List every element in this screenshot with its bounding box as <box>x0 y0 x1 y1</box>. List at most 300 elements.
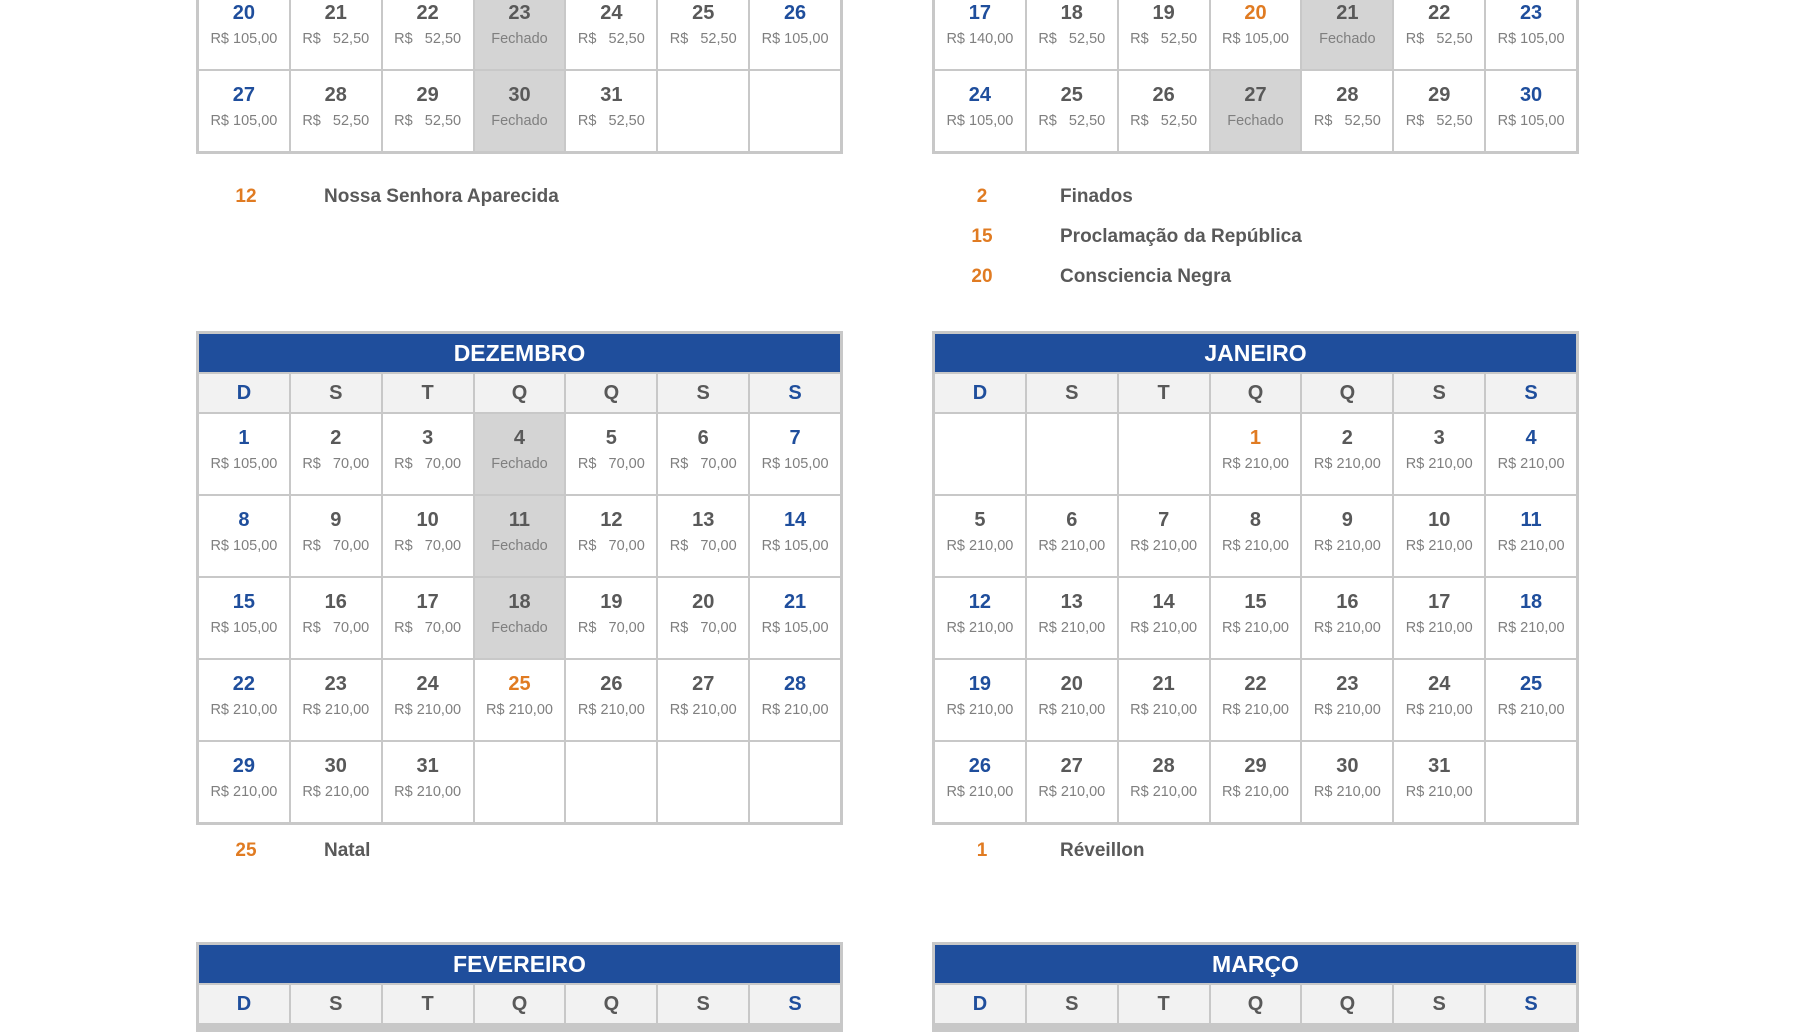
day-price: R$ 70,00 <box>669 620 737 636</box>
day-price: R$ 52,50 <box>577 113 645 129</box>
day-price: R$ 210,00 <box>1222 702 1289 718</box>
day-price: R$ 210,00 <box>1313 620 1381 636</box>
day-cell <box>1486 578 1576 658</box>
weekday-header: S <box>658 374 748 412</box>
day-number: 24 <box>968 84 992 106</box>
weekday-header: T <box>1119 985 1209 1023</box>
day-cell <box>1027 71 1117 151</box>
day-number: 26 <box>600 673 623 695</box>
day-price: R$ 210,00 <box>669 702 737 718</box>
holiday-day: 25 <box>235 840 257 861</box>
day-number: 28 <box>324 84 347 106</box>
day-number: 30 <box>508 84 531 106</box>
calendar-dezembro <box>196 331 843 825</box>
weekday-header: S <box>1486 374 1576 412</box>
day-cell <box>1394 496 1484 576</box>
day-number: 3 <box>422 427 434 449</box>
day-cell <box>291 71 381 151</box>
day-price: R$ 52,50 <box>1405 31 1473 47</box>
day-number: 7 <box>789 427 801 449</box>
month-title: FEVEREIRO <box>199 945 840 983</box>
day-number: 8 <box>238 509 250 531</box>
day-cell <box>750 496 840 576</box>
day-price: R$ 70,00 <box>302 538 370 554</box>
weekday-header: S <box>1027 374 1117 412</box>
weekday-header: Q <box>1302 985 1392 1023</box>
day-price: R$ 105,00 <box>761 620 829 636</box>
day-number: 13 <box>692 509 715 531</box>
day-number: 24 <box>416 673 439 695</box>
holiday-entry <box>962 840 1562 864</box>
calendar-janeiro <box>932 331 1579 825</box>
empty-day-cell <box>1119 414 1209 494</box>
day-number: 20 <box>1060 673 1083 695</box>
closed-label: Fechado <box>1227 113 1284 129</box>
day-cell <box>1486 0 1576 69</box>
day-price: R$ 210,00 <box>1313 456 1381 472</box>
day-number: 14 <box>1152 591 1175 613</box>
day-cell <box>566 414 656 494</box>
holiday-name: Natal <box>324 840 371 861</box>
day-cell <box>750 414 840 494</box>
day-number: 14 <box>783 509 807 531</box>
day-cell <box>1302 496 1392 576</box>
day-cell <box>1027 0 1117 69</box>
day-cell <box>1394 414 1484 494</box>
day-price: R$ 52,50 <box>302 113 370 129</box>
day-number: 23 <box>324 673 347 695</box>
calendar-grid-novembro <box>935 0 1576 151</box>
day-number: 24 <box>1428 673 1451 695</box>
day-number: 31 <box>1428 755 1451 777</box>
day-cell <box>1211 414 1301 494</box>
day-number: 5 <box>605 427 617 449</box>
day-cell <box>750 0 840 69</box>
day-price: R$ 70,00 <box>577 620 645 636</box>
day-number: 20 <box>692 591 715 613</box>
day-cell <box>383 71 473 151</box>
calendar-grid-janeiro <box>935 374 1576 822</box>
day-price: R$ 52,50 <box>669 31 737 47</box>
day-price: R$ 210,00 <box>1497 538 1565 554</box>
day-cell <box>1119 578 1209 658</box>
day-cell <box>199 414 289 494</box>
day-price: R$ 210,00 <box>946 702 1014 718</box>
empty-day-cell <box>750 71 840 151</box>
day-price: R$ 210,00 <box>210 784 278 800</box>
day-number: 10 <box>1428 509 1451 531</box>
month-title: MARÇO <box>935 945 1576 983</box>
day-number: 22 <box>1428 2 1451 24</box>
weekday-header: T <box>1119 374 1209 412</box>
day-number: 4 <box>1525 427 1537 449</box>
holiday-name: Proclamação da República <box>1060 226 1302 247</box>
day-cell <box>383 414 473 494</box>
day-cell <box>199 578 289 658</box>
day-number: 27 <box>692 673 715 695</box>
day-number: 22 <box>232 673 256 695</box>
day-cell <box>1302 71 1392 151</box>
day-number: 15 <box>232 591 256 613</box>
weekday-header: Q <box>1211 374 1301 412</box>
day-number: 20 <box>232 2 256 24</box>
day-cell <box>1302 414 1392 494</box>
day-price: R$ 210,00 <box>1130 784 1198 800</box>
day-number: 27 <box>232 84 256 106</box>
day-price: R$ 70,00 <box>577 456 645 472</box>
day-number: 19 <box>968 673 992 695</box>
weekday-header: T <box>383 374 473 412</box>
day-price: R$ 105,00 <box>761 456 829 472</box>
day-number: 18 <box>1060 2 1083 24</box>
holiday-day: 1 <box>976 840 988 861</box>
day-price: R$ 105,00 <box>1497 113 1565 129</box>
day-number: 23 <box>508 2 531 24</box>
holiday-day: 12 <box>235 186 257 207</box>
day-number: 28 <box>1336 84 1359 106</box>
day-number: 9 <box>1341 509 1353 531</box>
day-cell <box>566 0 656 69</box>
day-number: 19 <box>600 591 623 613</box>
day-cell <box>1027 496 1117 576</box>
empty-day-cell <box>935 414 1025 494</box>
empty-day-cell <box>475 742 565 822</box>
day-price: R$ 70,00 <box>669 538 737 554</box>
weekday-header: S <box>750 985 840 1023</box>
day-cell <box>1302 660 1392 740</box>
calendar-grid-outubro <box>199 0 840 151</box>
day-number: 8 <box>1249 509 1262 531</box>
holiday-day: 15 <box>971 226 993 247</box>
day-cell <box>199 71 289 151</box>
day-number: 25 <box>1060 84 1083 106</box>
day-cell <box>658 496 748 576</box>
day-number: 26 <box>968 755 992 777</box>
day-cell <box>935 0 1025 69</box>
day-cell <box>383 578 473 658</box>
day-number: 12 <box>968 591 992 613</box>
day-price: R$ 140,00 <box>946 31 1014 47</box>
day-number: 11 <box>508 509 531 531</box>
day-number: 17 <box>416 591 439 613</box>
day-cell <box>1211 496 1301 576</box>
day-number: 26 <box>1152 84 1175 106</box>
holiday-name: Finados <box>1060 186 1133 207</box>
empty-day-cell <box>1486 742 1576 822</box>
day-cell <box>291 660 381 740</box>
day-price: R$ 210,00 <box>1222 538 1289 554</box>
day-price: R$ 210,00 <box>1405 620 1473 636</box>
day-cell <box>383 0 473 69</box>
day-cell <box>566 660 656 740</box>
day-number: 7 <box>1158 509 1170 531</box>
day-cell <box>935 742 1025 822</box>
day-price: R$ 210,00 <box>1038 538 1106 554</box>
weekday-header: D <box>199 985 289 1023</box>
closed-label: Fechado <box>1319 31 1376 47</box>
weekday-header-row <box>935 985 1576 1023</box>
day-cell <box>935 578 1025 658</box>
day-cell <box>1119 742 1209 822</box>
day-price: R$ 210,00 <box>1405 456 1473 472</box>
day-price: R$ 210,00 <box>1038 784 1106 800</box>
closed-day-cell <box>475 578 565 658</box>
day-number: 25 <box>692 2 715 24</box>
day-price: R$ 210,00 <box>1497 456 1565 472</box>
day-price: R$ 70,00 <box>302 456 370 472</box>
day-cell <box>1211 742 1301 822</box>
day-number: 17 <box>968 2 992 24</box>
day-price: R$ 52,50 <box>1313 113 1381 129</box>
calendar-fevereiro <box>196 942 843 1032</box>
day-price: R$ 105,00 <box>1222 31 1289 47</box>
month-title: JANEIRO <box>935 334 1576 372</box>
day-price: R$ 210,00 <box>1497 702 1565 718</box>
day-price: R$ 210,00 <box>1130 702 1198 718</box>
day-number: 30 <box>324 755 347 777</box>
closed-label: Fechado <box>491 620 548 636</box>
day-price: R$ 70,00 <box>394 456 462 472</box>
day-price: R$ 52,50 <box>1405 113 1473 129</box>
day-cell <box>1211 578 1301 658</box>
day-cell <box>658 660 748 740</box>
day-price: R$ 210,00 <box>946 538 1014 554</box>
day-number: 4 <box>513 427 526 449</box>
closed-label: Fechado <box>491 113 548 129</box>
month-title: DEZEMBRO <box>199 334 840 372</box>
day-cell <box>475 660 565 740</box>
weekday-header: Q <box>1302 374 1392 412</box>
weekday-header: Q <box>566 985 656 1023</box>
weekday-header: S <box>291 985 381 1023</box>
day-number: 29 <box>1428 84 1451 106</box>
day-cell <box>291 496 381 576</box>
day-cell <box>1027 660 1117 740</box>
day-number: 29 <box>416 84 439 106</box>
day-number: 22 <box>1244 673 1267 695</box>
day-price: R$ 105,00 <box>761 31 829 47</box>
day-price: R$ 105,00 <box>210 538 278 554</box>
day-price: R$ 210,00 <box>1313 538 1381 554</box>
day-number: 26 <box>783 2 807 24</box>
holiday-day: 2 <box>976 186 988 207</box>
day-number: 24 <box>600 2 623 24</box>
day-cell <box>1119 71 1209 151</box>
day-number: 15 <box>1244 591 1267 613</box>
day-price: R$ 105,00 <box>210 113 278 129</box>
day-number: 16 <box>1336 591 1359 613</box>
day-price: R$ 210,00 <box>1130 538 1198 554</box>
day-price: R$ 210,00 <box>1222 456 1289 472</box>
day-price: R$ 105,00 <box>210 456 278 472</box>
day-price: R$ 52,50 <box>577 31 645 47</box>
day-number: 9 <box>330 509 342 531</box>
holiday-name: Réveillon <box>1060 840 1145 861</box>
closed-day-cell <box>1302 0 1392 69</box>
day-number: 6 <box>697 427 709 449</box>
day-price: R$ 210,00 <box>1313 784 1381 800</box>
day-price: R$ 210,00 <box>210 702 278 718</box>
day-number: 27 <box>1060 755 1083 777</box>
day-cell <box>383 496 473 576</box>
weekday-header: S <box>1394 374 1484 412</box>
day-price: R$ 210,00 <box>1497 620 1565 636</box>
day-number: 23 <box>1519 2 1543 24</box>
day-cell <box>935 71 1025 151</box>
closed-label: Fechado <box>491 538 548 554</box>
day-cell <box>1394 578 1484 658</box>
day-price: R$ 210,00 <box>486 702 553 718</box>
day-number: 2 <box>330 427 342 449</box>
closed-day-cell <box>475 496 565 576</box>
weekday-header: S <box>1027 985 1117 1023</box>
holiday-entry <box>962 266 1562 290</box>
weekday-header: D <box>935 374 1025 412</box>
day-price: R$ 210,00 <box>302 702 370 718</box>
day-price: R$ 105,00 <box>1497 31 1565 47</box>
day-number: 30 <box>1336 755 1359 777</box>
day-cell <box>199 0 289 69</box>
day-number: 29 <box>232 755 256 777</box>
empty-day-cell <box>750 742 840 822</box>
weekday-header: Q <box>475 985 565 1023</box>
day-number: 2 <box>1341 427 1353 449</box>
day-number: 28 <box>783 673 807 695</box>
day-cell <box>1486 660 1576 740</box>
day-number: 31 <box>416 755 439 777</box>
weekday-header-row <box>199 985 840 1023</box>
calendar-novembro <box>932 0 1579 154</box>
day-cell <box>750 660 840 740</box>
calendar-marco <box>932 942 1579 1032</box>
day-cell <box>1027 742 1117 822</box>
day-number: 21 <box>1152 673 1175 695</box>
day-price: R$ 210,00 <box>761 702 829 718</box>
day-cell <box>1394 0 1484 69</box>
holiday-day: 20 <box>971 266 993 287</box>
day-cell <box>566 578 656 658</box>
closed-day-cell <box>475 71 565 151</box>
day-cell <box>658 414 748 494</box>
day-number: 19 <box>1152 2 1175 24</box>
day-price: R$ 210,00 <box>302 784 370 800</box>
day-number: 10 <box>416 509 439 531</box>
weekday-header: D <box>199 374 289 412</box>
weekday-header: S <box>750 374 840 412</box>
day-cell <box>1119 496 1209 576</box>
day-cell <box>199 660 289 740</box>
day-cell <box>1394 742 1484 822</box>
holiday-entry <box>962 226 1562 250</box>
day-number: 23 <box>1336 673 1359 695</box>
empty-day-cell <box>658 71 748 151</box>
day-cell <box>199 496 289 576</box>
holiday-entry <box>226 840 826 864</box>
day-price: R$ 52,50 <box>394 31 462 47</box>
day-number: 29 <box>1244 755 1267 777</box>
closed-day-cell <box>475 414 565 494</box>
day-cell <box>935 660 1025 740</box>
day-number: 3 <box>1433 427 1445 449</box>
day-number: 18 <box>1519 591 1543 613</box>
weekday-header: S <box>1486 985 1576 1023</box>
day-number: 1 <box>238 427 250 449</box>
day-number: 1 <box>1249 427 1262 449</box>
day-number: 25 <box>1519 673 1543 695</box>
day-number: 21 <box>1336 2 1359 24</box>
day-price: R$ 210,00 <box>1038 620 1106 636</box>
holiday-entry <box>962 186 1562 210</box>
day-number: 5 <box>974 509 986 531</box>
calendar-outubro <box>196 0 843 154</box>
day-cell <box>1486 414 1576 494</box>
closed-label: Fechado <box>491 31 548 47</box>
closed-day-cell <box>1211 71 1301 151</box>
day-price: R$ 210,00 <box>1222 784 1289 800</box>
day-number: 12 <box>600 509 623 531</box>
day-price: R$ 52,50 <box>1038 31 1106 47</box>
day-cell <box>1302 578 1392 658</box>
day-number: 6 <box>1066 509 1078 531</box>
weekday-header: S <box>291 374 381 412</box>
day-price: R$ 70,00 <box>394 620 462 636</box>
day-cell <box>1486 496 1576 576</box>
day-cell <box>291 742 381 822</box>
day-price: R$ 210,00 <box>1405 784 1473 800</box>
day-price: R$ 210,00 <box>577 702 645 718</box>
day-cell <box>383 660 473 740</box>
day-price: R$ 70,00 <box>669 456 737 472</box>
day-cell <box>1486 71 1576 151</box>
day-cell <box>1302 742 1392 822</box>
closed-day-cell <box>475 0 565 69</box>
empty-day-cell <box>1027 414 1117 494</box>
day-cell <box>291 414 381 494</box>
day-price: R$ 70,00 <box>394 538 462 554</box>
day-cell <box>1394 660 1484 740</box>
day-cell <box>566 496 656 576</box>
day-price: R$ 105,00 <box>946 113 1014 129</box>
holiday-entry <box>226 186 826 210</box>
weekday-header: S <box>1394 985 1484 1023</box>
day-price: R$ 105,00 <box>210 31 278 47</box>
day-number: 11 <box>1520 509 1542 531</box>
day-number: 27 <box>1244 84 1267 106</box>
day-cell <box>1211 660 1301 740</box>
holiday-name: Consciencia Negra <box>1060 266 1232 287</box>
day-number: 28 <box>1152 755 1175 777</box>
day-cell <box>383 742 473 822</box>
day-number: 25 <box>508 673 531 695</box>
day-price: R$ 52,50 <box>394 113 462 129</box>
day-number: 18 <box>508 591 531 613</box>
day-number: 30 <box>1519 84 1543 106</box>
day-price: R$ 210,00 <box>946 784 1014 800</box>
day-number: 20 <box>1244 2 1267 24</box>
day-cell <box>566 71 656 151</box>
closed-label: Fechado <box>491 456 548 472</box>
day-cell <box>935 496 1025 576</box>
day-price: R$ 210,00 <box>1038 702 1106 718</box>
day-cell <box>291 0 381 69</box>
day-cell <box>199 742 289 822</box>
day-price: R$ 105,00 <box>210 620 278 636</box>
day-price: R$ 210,00 <box>946 620 1014 636</box>
weekday-header: T <box>383 985 473 1023</box>
day-price: R$ 210,00 <box>1405 538 1473 554</box>
day-price: R$ 52,50 <box>302 31 370 47</box>
day-cell <box>1394 71 1484 151</box>
